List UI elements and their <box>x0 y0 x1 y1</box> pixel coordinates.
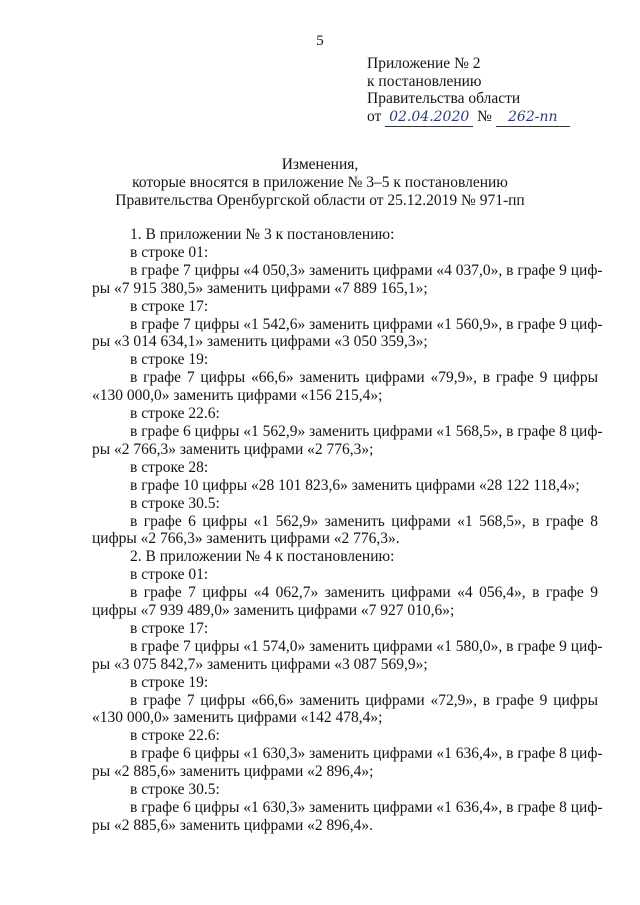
row-reference: в строке 28: <box>130 458 209 476</box>
section-heading: 1. В приложении № 3 к постановлению: <box>130 226 395 243</box>
text-line: ры «3 075 842,7» заменить цифрами «3 087 569,9»; <box>92 655 428 673</box>
text-line: ры «7 915 380,5» заменить цифрами «7 889 165,1»; <box>92 279 428 297</box>
document-title <box>0 156 640 210</box>
text-line: в графе 7 цифры «4 050,3» заменить цифрами «4 037,0», в графе 9 циф- <box>130 261 603 279</box>
row-reference: в строке 30.5: <box>130 494 220 512</box>
text-line: в графе 6 цифры «1 562,9» заменить цифрами «1 568,5», в графе 8 циф- <box>130 422 603 440</box>
title-line: которые вносятся в приложение № 3–5 к постановлению <box>132 174 508 191</box>
row-reference: в строке 17: <box>130 619 209 637</box>
row-reference: в строке 19: <box>130 351 209 369</box>
text-line: в графе 10 цифры «28 101 823,6» заменить цифрами «28 122 118,4»; <box>130 476 580 494</box>
row-reference: в строке 19: <box>130 673 209 691</box>
handwritten-date: 02.04.2020 <box>385 109 473 128</box>
text-line: в графе 7 цифры «66,6» заменить цифрами «79,9», в графе 9 цифры <box>130 369 598 387</box>
text-line: в графе 7 цифры «66,6» заменить цифрами «72,9», в графе 9 цифры <box>130 691 598 709</box>
appendix-reference: к постановлению <box>367 72 482 90</box>
section-heading: 2. В приложении № 4 к постановлению: <box>130 548 395 566</box>
appendix-header <box>367 55 570 127</box>
appendix-date-line <box>367 108 570 128</box>
text-line: в графе 6 цифры «1 562,9» заменить цифрами «1 568,5», в графе 8 <box>130 512 598 530</box>
text-line: «130 000,0» заменить цифрами «142 478,4»; <box>92 709 383 727</box>
text-line: в графе 6 цифры «1 630,3» заменить цифрами «1 636,4», в графе 8 циф- <box>130 799 603 816</box>
page-number: 5 <box>316 33 324 49</box>
text-line: в графе 6 цифры «1 630,3» заменить цифрами «1 636,4», в графе 8 циф- <box>130 745 603 763</box>
number-prefix: № <box>477 107 492 125</box>
text-line: цифры «7 939 489,0» заменить цифрами «7 927 010,6»; <box>92 602 455 620</box>
text-line: ры «2 885,6» заменить цифрами «2 896,4»; <box>92 763 374 781</box>
appendix-title: Приложение № 2 <box>367 55 481 72</box>
row-reference: в строке 22.6: <box>130 405 220 423</box>
row-reference: в строке 01: <box>130 243 209 261</box>
text-line: в графе 7 цифры «1 542,6» заменить цифрами «1 560,9», в графе 9 циф- <box>130 315 603 333</box>
row-reference: в строке 17: <box>130 297 209 315</box>
date-prefix: от <box>367 107 382 125</box>
row-reference: в строке 30.5: <box>130 781 220 799</box>
row-reference: в строке 01: <box>130 566 209 584</box>
appendix-authority: Правительства области <box>367 90 521 107</box>
handwritten-number: 262-пп <box>496 109 570 128</box>
text-line: в графе 7 цифры «1 574,0» заменить цифрами «1 580,0», в графе 9 циф- <box>130 637 603 655</box>
text-line: «130 000,0» заменить цифрами «156 215,4»; <box>92 387 383 405</box>
text-line: в графе 7 цифры «4 062,7» заменить цифрами «4 056,4», в графе 9 <box>130 584 598 602</box>
row-reference: в строке 22.6: <box>130 727 220 745</box>
document-body <box>92 226 603 835</box>
title-line: Правительства Оренбургской области от 25.12.2019 № 971-пп <box>115 192 525 209</box>
title-line: Изменения, <box>281 156 359 173</box>
text-line: ры «3 014 634,1» заменить цифрами «3 050 359,3»; <box>92 333 428 351</box>
text-line: ры «2 885,6» заменить цифрами «2 896,4». <box>92 816 374 834</box>
text-line: цифры «2 766,3» заменить цифрами «2 776,3». <box>92 530 400 548</box>
text-line: ры «2 766,3» заменить цифрами «2 776,3»; <box>92 440 374 458</box>
